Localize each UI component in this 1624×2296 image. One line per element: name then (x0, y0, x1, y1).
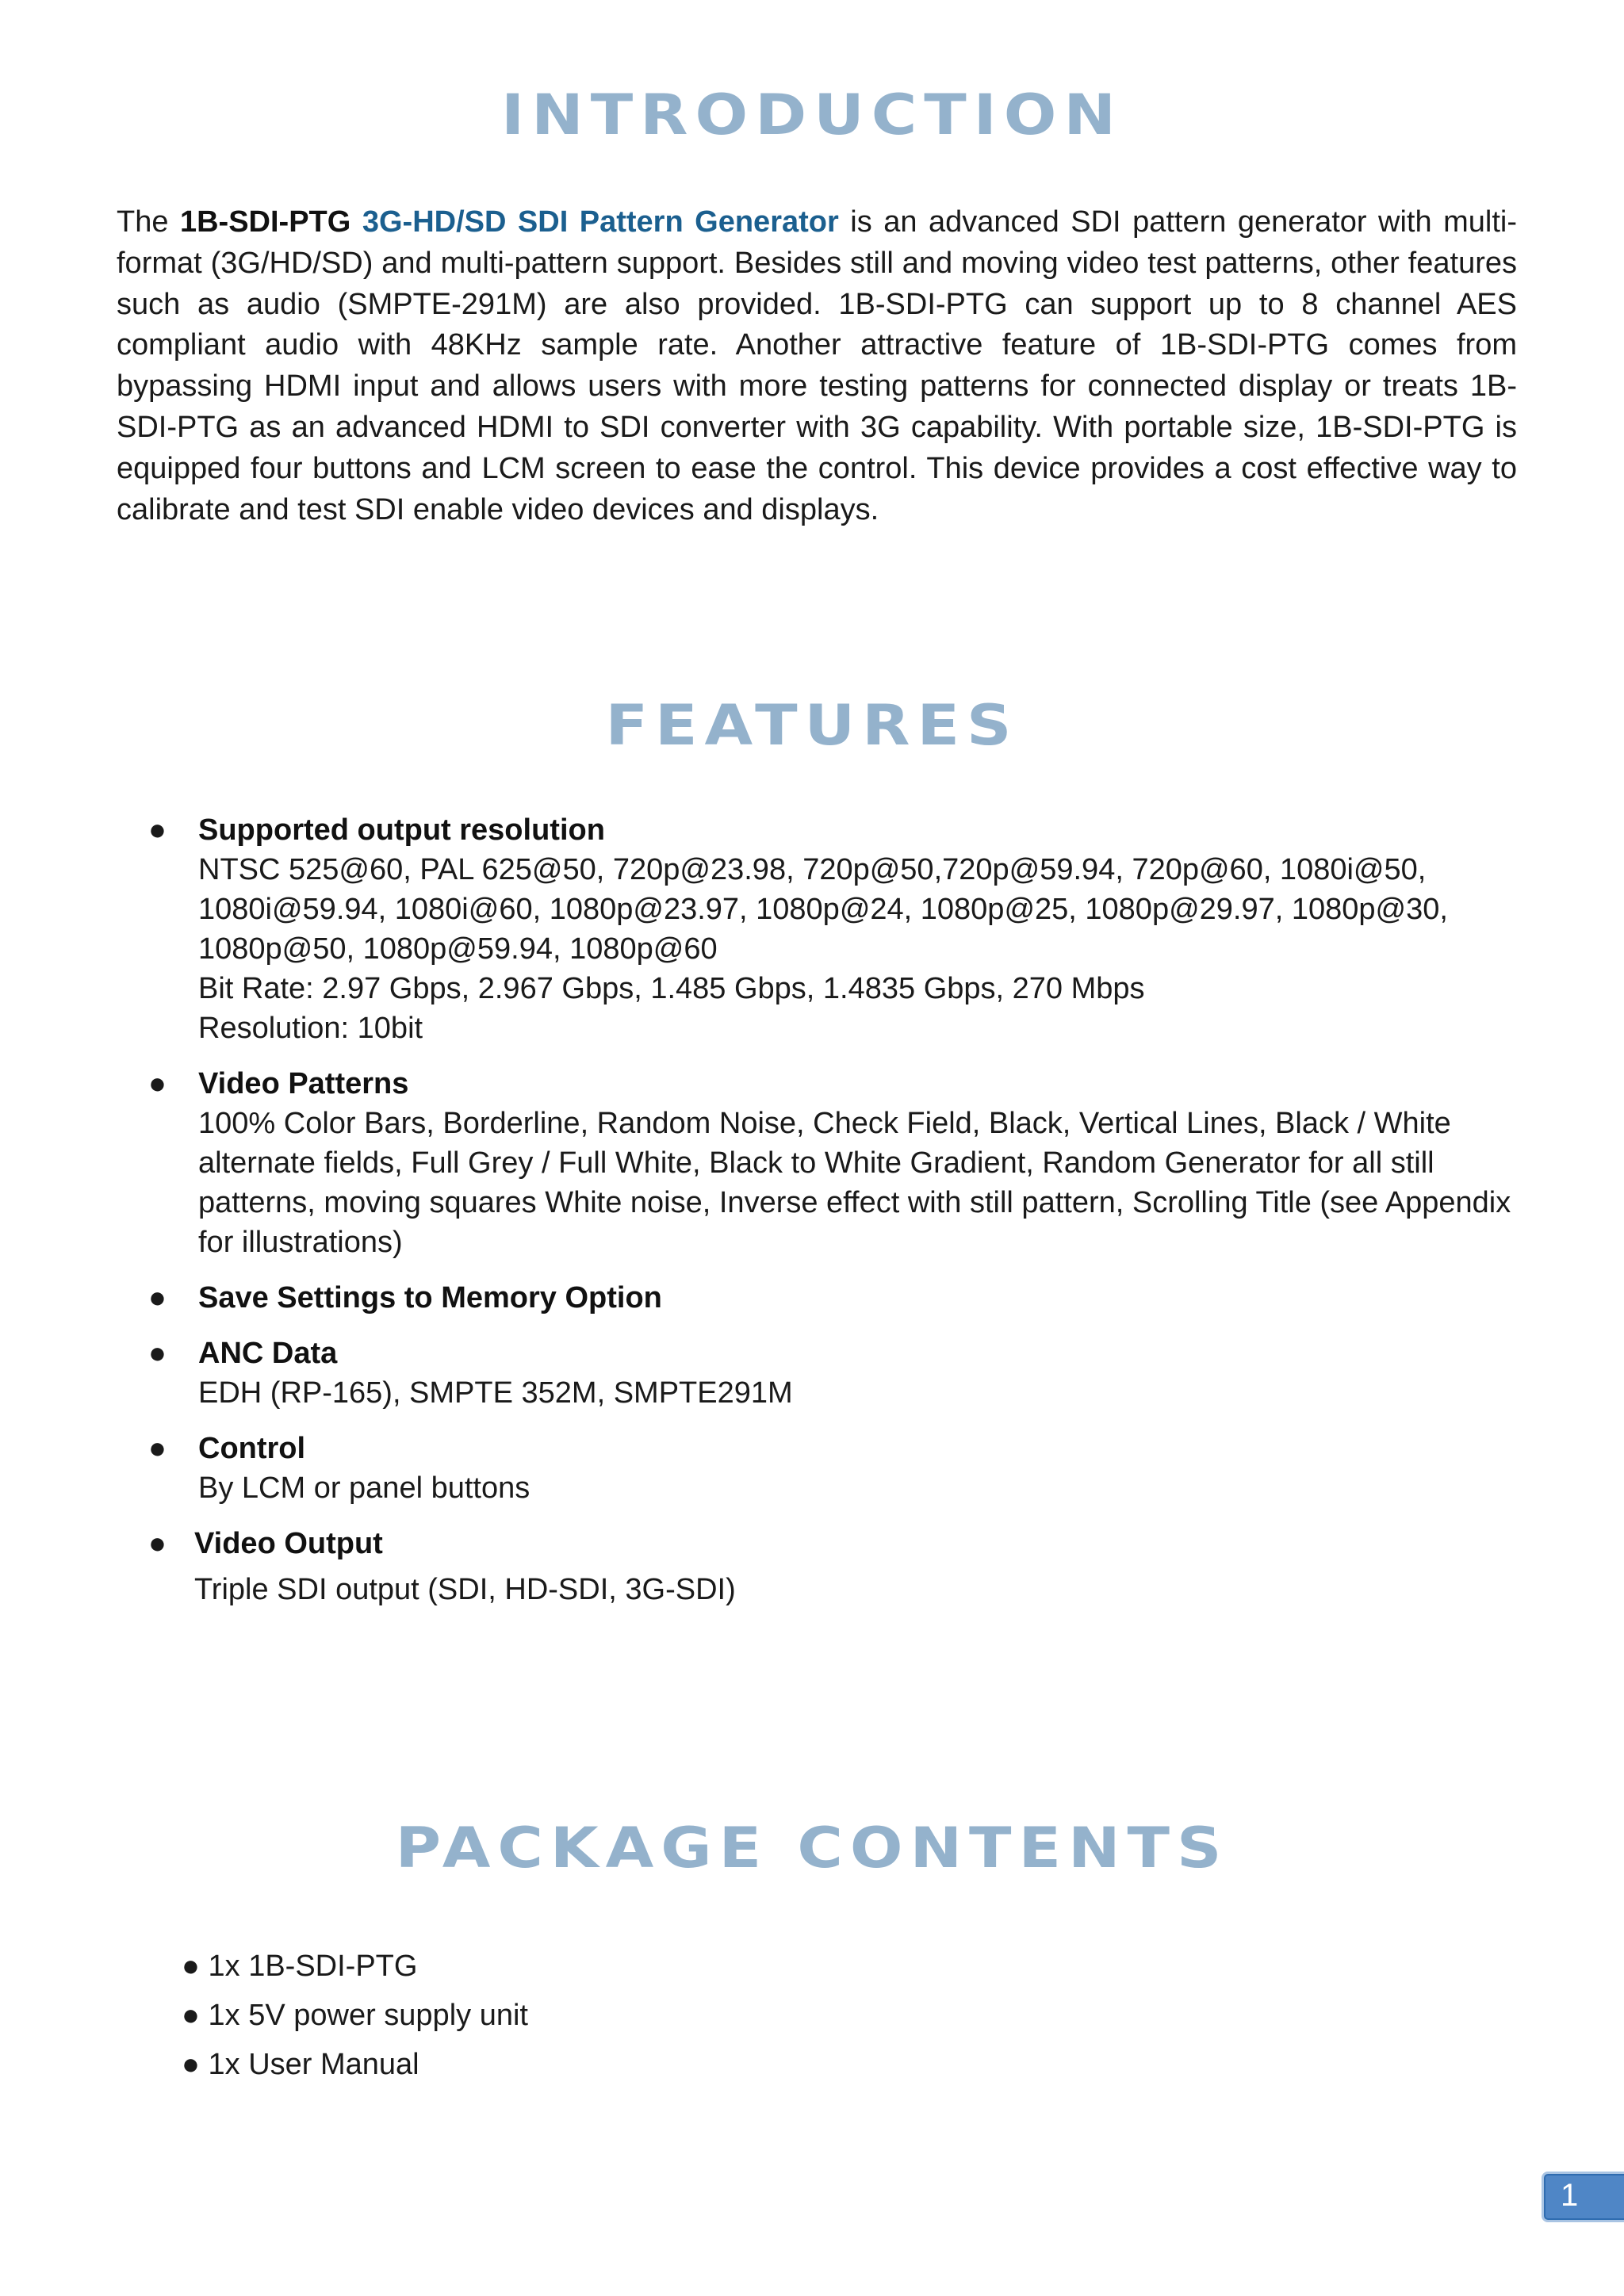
feature-title: Video Output (194, 1527, 383, 1560)
feature-detail: 100% Color Bars, Borderline, Random Noise, Check Field, Black, Vertical Lines, Black / White alternate fields, Full Grey / Full White, Black to White Gradient, Random Generator for all still patterns, moving squares White noise, Inverse effect with still pattern, Scrolling Title (see Appendix for illustrations) (198, 1107, 1511, 1259)
bullet-icon: ● (148, 1281, 167, 1314)
introduction-paragraph (117, 202, 1517, 530)
bullet-icon: ● (148, 1067, 167, 1100)
package-item: ● 1x 1B-SDI-PTG (182, 1950, 418, 1983)
page-number-badge (1542, 2172, 1624, 2222)
features-heading: FEATURES (605, 693, 1019, 758)
features-list (117, 810, 1544, 1625)
package-item: ● 1x 5V power supply unit (182, 1999, 528, 2032)
package-item: ● 1x User Manual (182, 2048, 419, 2081)
feature-detail: By LCM or panel buttons (198, 1471, 530, 1505)
intro-body: is an advanced SDI pattern generator with multi-format (3G/HD/SD) and multi-pattern support. Besides still and moving video test patterns, other features such as audio (SMPTE-291M) are also provided. 1B-SDI-PTG can support up to 8 channel AES compliant audio with 48KHz sample rate. Another attractive feature of 1B-SDI-PTG comes from bypassing HDMI input and allows users with more testing patterns for connected display or treats 1B-SDI-PTG as an advanced HDMI to SDI converter with 3G capability. With portable size, 1B-SDI-PTG is equipped four buttons and LCM screen to ease the control. This device provides a cost effective way to calibrate and test SDI enable video devices and displays. (117, 205, 1517, 526)
page-number: 1 (1561, 2178, 1579, 2213)
feature-title: Supported output resolution (198, 813, 605, 847)
intro-lead: The (117, 205, 180, 239)
bullet-icon: ● (148, 1432, 167, 1465)
feature-title: Save Settings to Memory Option (198, 1281, 662, 1314)
feature-item-video-patterns (117, 1064, 1544, 1262)
feature-item-resolution (117, 810, 1544, 1048)
feature-detail: EDH (RP-165), SMPTE 352M, SMPTE291M (198, 1376, 793, 1410)
bullet-icon: ● (148, 1527, 167, 1560)
feature-item-anc-data (117, 1334, 1544, 1413)
product-description: 3G-HD/SD SDI Pattern Generator (362, 205, 839, 239)
feature-detail: Resolution: 10bit (198, 1012, 423, 1045)
product-name: 1B-SDI-PTG (179, 205, 351, 239)
feature-item-save-settings (117, 1278, 1544, 1318)
feature-item-video-output (117, 1524, 1544, 1609)
package-contents-heading: PACKAGE CONTENTS (395, 1816, 1229, 1881)
feature-title: Video Patterns (198, 1067, 409, 1100)
intro-space (350, 205, 362, 239)
feature-detail: NTSC 525@60, PAL 625@50, 720p@23.98, 720p@50,720p@59.94, 720p@60, 1080i@50, 1080i@59.94, 1080i@60, 1080p@23.97, 1080p@24, 1080p@25, 1080p@29.97, 1080p@30, 1080p@50, 1080p@59.94, 1080p@60 (198, 853, 1448, 966)
bullet-icon: ● (148, 813, 167, 847)
package-contents-list (182, 1942, 528, 2089)
feature-detail: Triple SDI output (SDI, HD-SDI, 3G-SDI) (194, 1573, 736, 1606)
feature-detail: Bit Rate: 2.97 Gbps, 2.967 Gbps, 1.485 Gbps, 1.4835 Gbps, 270 Mbps (198, 972, 1145, 1005)
feature-title: ANC Data (198, 1337, 338, 1370)
feature-item-control (117, 1429, 1544, 1508)
introduction-heading: INTRODUCTION (501, 82, 1123, 147)
bullet-icon: ● (148, 1337, 167, 1370)
feature-title: Control (198, 1432, 306, 1465)
